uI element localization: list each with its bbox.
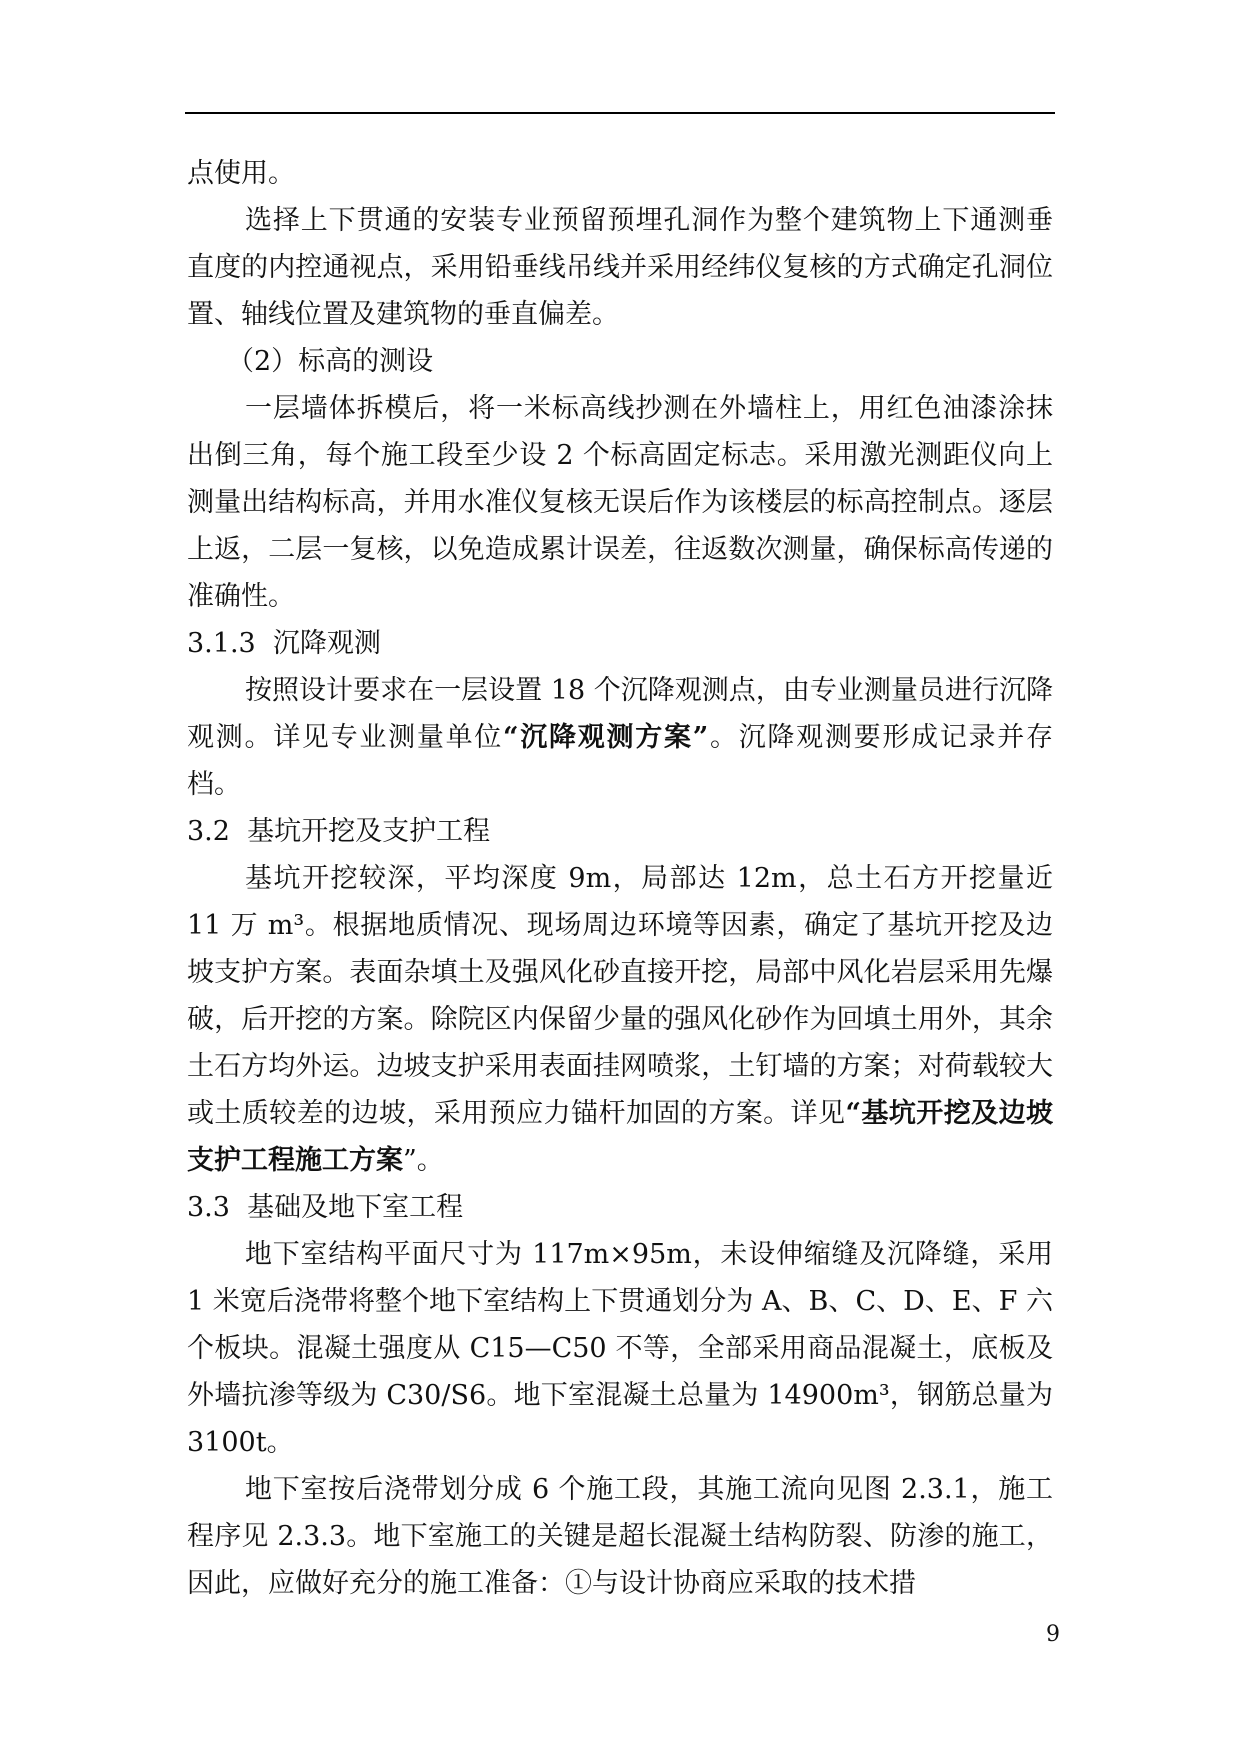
paragraph-vertical-control: 选择上下贯通的安装专业预留预埋孔洞作为整个建筑物上下通测垂直度的内控通视点，采用铅垂线吊线并采用经纬仪复核的方式确定孔洞位置、轴线位置及建筑物的垂直偏差。 (187, 205, 1053, 330)
text-run: 基坑开挖较深，平均深度 9m，局部达 12m，总土石方开挖量近 11 万 m³。根据地质情况、现场周边环境等因素，确定了基坑开挖及边坡支护方案。表面杂填土及强风化砂直接开挖，局部中风化岩层采用先爆破，后开挖的方案。除院区内保留少量的强风化砂作为回填土用外，其余土石方均外运。边坡支护采用表面挂网喷浆，土钉墙的方案；对荷载较大或土质较差的边坡，采用预应力锚杆加固的方案。详见 (187, 863, 1053, 1129)
header-rule (185, 112, 1055, 114)
section-heading-3-3: 3.3 基础及地下室工程 (187, 1192, 464, 1223)
body-text (187, 150, 1053, 1607)
page-number: 9 (1046, 1622, 1060, 1647)
paragraph-settlement-observation (187, 667, 1053, 808)
section-heading-3-2: 3.2 基坑开挖及支护工程 (187, 816, 491, 847)
text-run: 按照设计要求在一层设置 18 个沉降观测点，由专业测量员进行沉降观测。详见专业测量单位 (187, 675, 1053, 753)
paragraph-basement-construction: 地下室按后浇带划分成 6 个施工段，其施工流向见图 2.3.1，施工程序见 2.3.3。地下室施工的关键是超长混凝土结构防裂、防渗的施工，因此，应做好充分的施工准备：①与设计协商应采取的技术措 (187, 1474, 1053, 1599)
text-run: 。沉降观测要形成记录并存档。 (187, 722, 1054, 800)
paragraph-basement-structure: 地下室结构平面尺寸为 117m×95m，未设伸缩缝及沉降缝，采用 1 米宽后浇带将整个地下室结构上下贯通划分为 A、B、C、D、E、F 六个板块。混凝土强度从 C15—C50 不等，全部采用商品混凝土，底板及外墙抗渗等级为 C30/S6。地下室混凝土总量为 14900m³，钢筋总量为 3100t。 (187, 1239, 1053, 1458)
paragraph-continuation: 点使用。 (187, 158, 295, 189)
bold-reference-settlement-plan: “沉降观测方案” (503, 722, 709, 753)
paragraph-excavation (187, 855, 1053, 1184)
bold-reference-excavation-plan: “基坑开挖及边坡支护工程施工方案 (187, 1098, 1054, 1176)
section-heading-3-1-3: 3.1.3 沉降观测 (187, 628, 381, 659)
subheading-elevation-setting: （2）标高的测设 (227, 346, 434, 377)
paragraph-elevation-setting: 一层墙体拆模后，将一米标高线抄测在外墙柱上，用红色油漆涂抹出倒三角，每个施工段至少设 2 个标高固定标志。采用激光测距仪向上测量出结构标高，并用水准仪复核无误后作为该楼层的标高控制点。逐层上返，二层一复核，以免造成累计误差，往返数次测量，确保标高传递的准确性。 (187, 393, 1053, 612)
text-run: ”。 (403, 1145, 444, 1176)
